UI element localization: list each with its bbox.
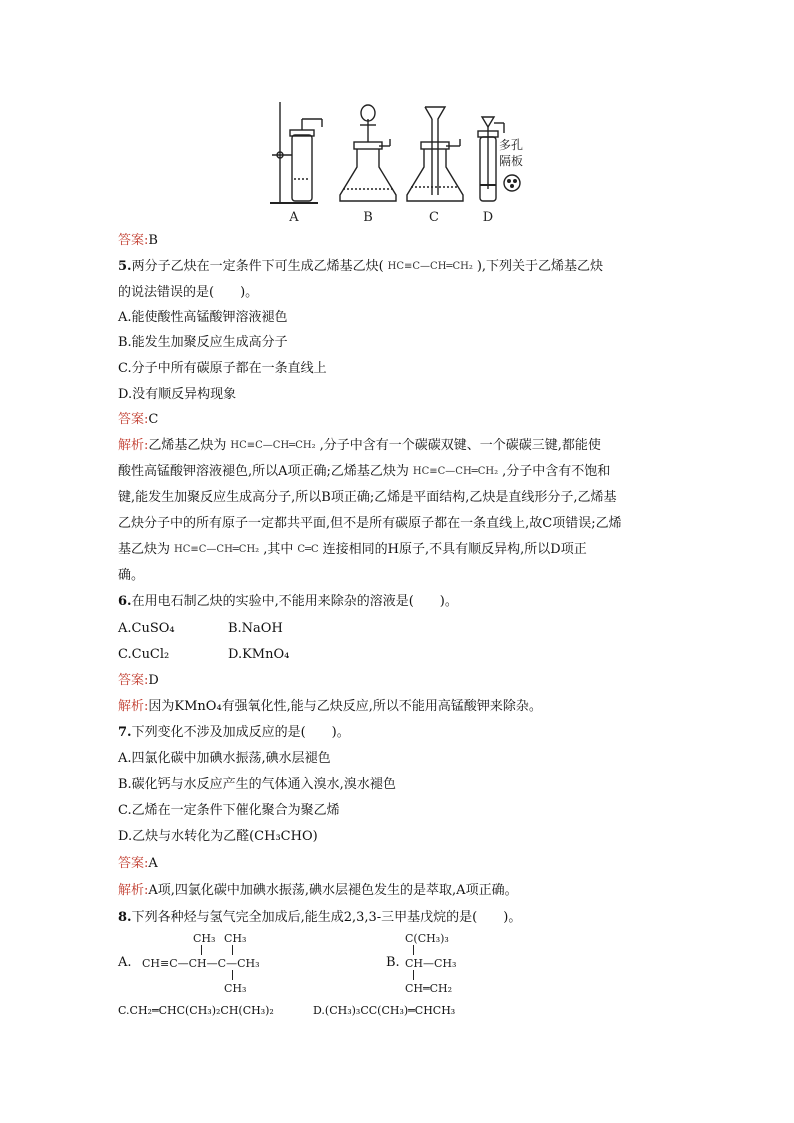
- q5-analysis-line3: 键,能发生加聚反应生成高分子,所以B项正确;乙烯是平面结构,乙炔是直线形分子,乙烯基: [118, 490, 617, 505]
- q6-option-c: C.CuCl₂: [118, 647, 170, 662]
- q8-option-c: C.CH₂═CHC(CH₃)₂CH(CH₃)₂: [118, 1004, 274, 1017]
- formula: HC≡C—CH═CH₂: [174, 544, 260, 555]
- q8-b-bottom: CH═CH₂: [405, 982, 453, 995]
- q5-analysis-line1: 解析:乙烯基乙炔为 HC≡C—CH═CH₂ ,分子中含有一个碳碳双键、一个碳碳三键,都能使: [118, 438, 601, 453]
- q5-option-c: C.分子中所有碳原子都在一条直线上: [118, 361, 327, 376]
- q8-a-top-ch3-2: CH₃: [224, 932, 247, 945]
- q8-stem: 8.下列各种烃与氢气完全加成后,能生成2,3,3-三甲基戊烷的是( )。: [118, 910, 522, 925]
- q8-b-bond-1: [413, 945, 414, 955]
- label-c: C: [429, 210, 439, 225]
- q8-a-bond-3: [232, 970, 233, 980]
- q5-option-b: B.能发生加聚反应生成高分子: [118, 335, 288, 350]
- q8-a-bond-2: [232, 945, 233, 955]
- q6-analysis: 解析:因为KMnO₄有强氧化性,能与乙炔反应,所以不能用高锰酸钾来除杂。: [118, 699, 542, 714]
- q8-a-bond-1: [201, 945, 202, 955]
- q5-analysis-line2: 酸性高锰酸钾溶液褪色,所以A项正确;乙烯基乙炔为 HC≡C—CH═CH₂ ,分子中含有不饱和: [118, 464, 611, 479]
- apparatus-figure: [262, 97, 532, 227]
- q6-option-d: D.KMnO₄: [228, 647, 290, 662]
- q6-option-a: A.CuSO₄: [118, 621, 175, 636]
- q5-option-d: D.没有顺反异构现象: [118, 387, 237, 402]
- q6-option-b: B.NaOH: [228, 621, 283, 636]
- q7-option-d: D.乙炔与水转化为乙醛(CH₃CHO): [118, 829, 318, 844]
- q5-analysis-line6: 确。: [118, 568, 145, 583]
- q6-stem: 6.在用电石制乙炔的实验中,不能用来除杂的溶液是( )。: [118, 594, 458, 609]
- q8-option-a-label: A.: [118, 955, 132, 970]
- label-d: D: [482, 210, 494, 225]
- q7-stem: 7.下列变化不涉及加成反应的是( )。: [118, 725, 350, 740]
- q6-answer: 答案:D: [118, 673, 159, 688]
- q5-analysis-line5: 基乙炔为 HC≡C—CH═CH₂ ,其中 C═C 连接相同的H原子,不具有顺反异构,所以D项正: [118, 542, 587, 557]
- q8-a-bottom-ch3: CH₃: [224, 982, 247, 995]
- q8-a-top-ch3-1: CH₃: [193, 932, 216, 945]
- q7-option-b: B.碳化钙与水反应产生的气体通入溴水,溴水褪色: [118, 777, 396, 792]
- q5-answer: 答案:C: [118, 412, 159, 427]
- q7-answer: 答案:A: [118, 856, 158, 871]
- q8-b-top: C(CH₃)₃: [405, 932, 449, 945]
- formula: HC≡C—CH═CH₂: [412, 466, 499, 477]
- q7-option-c: C.乙烯在一定条件下催化聚合为聚乙烯: [118, 803, 340, 818]
- q8-option-d: D.(CH₃)₃CC(CH₃)═CHCH₃: [313, 1004, 456, 1017]
- label-b: B: [363, 210, 373, 225]
- q5-analysis-line4: 乙炔分子中的所有原子一定都共平面,但不是所有碳原子都在一条直线上,故C项错误;乙烯: [118, 516, 622, 531]
- q5-option-a: A.能使酸性高锰酸钾溶液褪色: [118, 310, 288, 325]
- label-a: A: [289, 210, 299, 225]
- d-note-line1: 多孔: [499, 138, 524, 152]
- q5-stem: 5.两分子乙炔在一定条件下可生成乙烯基乙炔( HC≡C—CH═CH₂ ),下列关于乙烯基乙炔: [118, 259, 604, 274]
- q8-a-main-chain: CH≡C—CH—C—CH₃: [142, 957, 260, 970]
- formula: HC≡C—CH═CH₂: [230, 440, 316, 451]
- double-bond: C═C: [297, 544, 319, 555]
- q8-b-mid: CH—CH₃: [405, 957, 457, 970]
- d-note-line2: 隔板: [499, 154, 524, 168]
- q7-analysis: 解析:A项,四氯化碳中加碘水振荡,碘水层褪色发生的是萃取,A项正确。: [118, 883, 518, 898]
- q7-option-a: A.四氯化碳中加碘水振荡,碘水层褪色: [118, 751, 331, 766]
- formula: HC≡C—CH═CH₂: [387, 261, 473, 272]
- q8-b-bond-2: [413, 970, 414, 980]
- q5-stem-line2: 的说法错误的是( )。: [118, 285, 259, 300]
- q4-answer: 答案:B: [118, 233, 158, 248]
- q8-option-b-label: B.: [386, 955, 400, 970]
